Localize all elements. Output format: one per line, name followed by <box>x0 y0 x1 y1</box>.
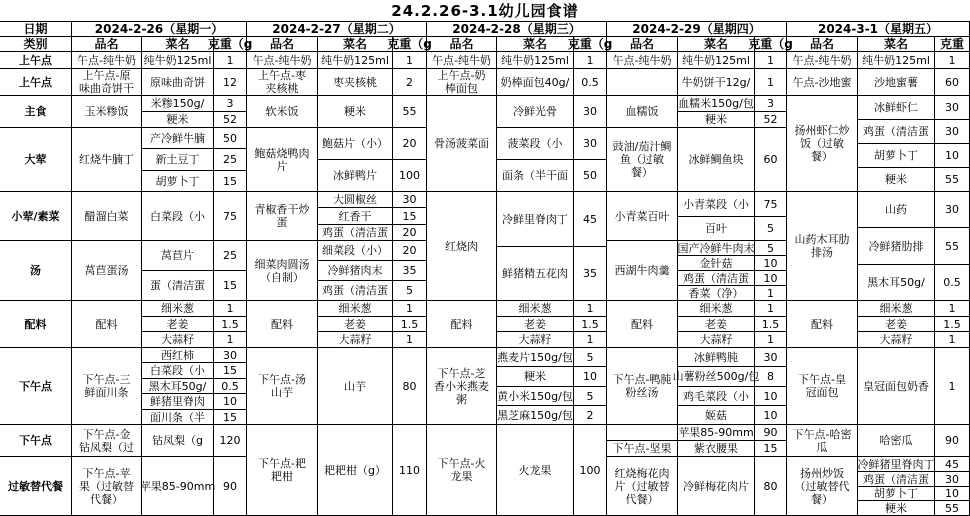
weight-mon-r8-0: 30 <box>213 347 247 363</box>
ingredient-tue-r7-0: 细米葱 <box>317 300 393 317</box>
ingredient-tue-r1-0: 纯牛奶125ml <box>317 51 393 69</box>
ingredient-thu-r6-2: 鸡蛋（清洁蛋 <box>677 270 755 286</box>
weight-tue-r5-0: 30 <box>392 191 427 208</box>
date-label: 日期 <box>0 21 72 37</box>
col-weight-wed: 克重（g <box>567 36 613 51</box>
weight-mon-r8-1: 15 <box>213 362 247 379</box>
category-r8: 下午点 <box>0 347 72 425</box>
ingredient-fri-r6-1: 冷鲜猪肋排 <box>857 227 935 265</box>
dish-mon-r4: 红烧牛腩丁 <box>71 127 142 192</box>
ingredient-wed-r2-0: 奶棒面包40g/ <box>496 68 574 96</box>
dish-mon-r6: 莴苣蛋汤 <box>71 240 142 301</box>
weight-thu-r9b: 15 <box>754 440 787 457</box>
weight-thu-r4-0: 60 <box>754 127 787 192</box>
weight-mon-r2-0: 12 <box>213 68 247 96</box>
ingredient-mon-r7-1: 老姜 <box>141 316 214 332</box>
category-r10: 过敏替代餐 <box>0 456 72 516</box>
weight-mon-r7-1: 1.5 <box>213 316 247 332</box>
ingredient-wed-r5-1: 鲜猪精五花肉 <box>496 246 574 301</box>
dish-mon-r7: 配料 <box>71 300 142 348</box>
category-r5: 小荤/素菜 <box>0 191 72 241</box>
dish-fri-r2: 午点-沙地蜜 <box>786 68 858 96</box>
ingredient-tue-r6-0: 细菜段（小） <box>317 240 393 261</box>
ingredient-thu-r7-1: 老姜 <box>677 316 755 332</box>
col-ingredient-fri: 菜名 <box>857 36 935 52</box>
weight-tue-r5-2: 20 <box>392 224 427 241</box>
weight-tue-r7-1: 1.5 <box>392 316 427 332</box>
weight-fri-r10-2: 10 <box>934 486 970 501</box>
ingredient-mon-r5-0: 白菜段（小 <box>141 191 214 241</box>
weight-mon-r10-0: 90 <box>213 456 247 516</box>
dish-fri-r1: 午点-纯牛奶 <box>786 51 858 69</box>
ingredient-wed-r7-1: 老姜 <box>496 316 574 332</box>
weight-fri-r2-0: 60 <box>934 68 970 96</box>
dish-fri-r7: 配料 <box>786 300 858 348</box>
col-weight-thu: 克重（g <box>748 36 793 51</box>
dish-thu-r9a <box>606 424 678 441</box>
weight-tue-r4-1: 100 <box>392 159 427 192</box>
weight-thu-r7-1: 1.5 <box>754 316 787 332</box>
dish-fri-r8: 下午点-皇 冠面包 <box>786 347 858 425</box>
weight-fri-r10-3: 55 <box>934 500 970 516</box>
dish-thu-r6: 西湖牛肉羹 <box>606 240 678 301</box>
ingredient-wed-r8-1: 粳米 <box>496 366 574 387</box>
ingredient-tue-r5-0: 大圆椒丝 <box>317 191 393 208</box>
ingredient-mon-r4-0: 产冷鲜牛腩 <box>141 127 214 149</box>
category-r1: 上午点 <box>0 51 72 69</box>
ingredient-mon-r7-2: 大蒜籽 <box>141 331 214 348</box>
weight-fri-r6-1: 55 <box>934 227 970 265</box>
ingredient-thu-r6-3: 香菜（净） <box>677 285 755 301</box>
col-weight-fri: 克重 <box>934 36 970 52</box>
dish-mon-r8: 下午点-三 鲜面川条 <box>71 347 142 425</box>
weight-wed-r1-0: 1 <box>573 51 607 69</box>
ingredient-thu-r6-1: 金针菇 <box>677 255 755 271</box>
ingredient-thu-r4-0: 冰鲜鲷鱼块 <box>677 127 755 192</box>
ingredient-fri-r4-1: 鸡蛋（清洁蛋 <box>857 119 935 144</box>
ingredient-thu-r8-0: 冰鲜鸭肫 <box>677 347 755 367</box>
ingredient-fri-r10-0: 冷鲜猪里脊肉丁 <box>857 457 935 471</box>
weight-wed-r7-1: 1.5 <box>573 316 607 332</box>
dish-fri-r9: 下午点-哈密瓜 <box>786 424 858 457</box>
weight-mon-r4-0: 50 <box>213 127 247 149</box>
date-header-thu: 2024-2-29（星期四） <box>606 21 787 37</box>
ingredient-mon-r8-1: 白菜段（小 <box>141 362 214 379</box>
dish-wed-r7: 配料 <box>426 300 497 348</box>
ingredient-tue-r2-0: 枣夹核桃 <box>317 68 393 96</box>
weight-fri-r1-0: 1 <box>934 51 970 69</box>
weight-tue-r6-0: 20 <box>392 240 427 261</box>
ingredient-thu-r3-1: 粳米 <box>677 111 755 128</box>
ingredient-fri-r9-0: 哈密瓜 <box>857 424 935 457</box>
ingredient-mon-r8-4: 面川条（半 <box>141 409 214 425</box>
dish-fri-r4: 扬州虾仁炒 饭（过敏 餐） <box>786 95 858 192</box>
weight-wed-r9-0: 100 <box>573 424 607 516</box>
weight-wed-r8-2: 5 <box>573 386 607 406</box>
ingredient-fri-r1-0: 纯牛奶125ml <box>857 51 935 69</box>
dish-tue-r2: 上午点-枣 夹核桃 <box>246 68 318 96</box>
weight-mon-r7-0: 1 <box>213 300 247 317</box>
weight-fri-r4-3: 55 <box>934 167 970 192</box>
ingredient-tue-r8-0: 山芋 <box>317 347 393 425</box>
dish-fri-r10: 扬州炒饭 （过敏替代 餐） <box>786 456 858 516</box>
col-dish-fri: 品名 <box>786 36 858 52</box>
ingredient-wed-r9-0: 火龙果 <box>496 424 574 516</box>
weight-tue-r8-0: 80 <box>392 347 427 425</box>
weight-fri-r9-0: 90 <box>934 424 970 457</box>
ingredient-wed-r8-0: 燕麦片150g/包 <box>496 347 574 367</box>
weight-thu-r6-0: 5 <box>754 240 787 256</box>
weight-wed-r8-0: 5 <box>573 347 607 367</box>
ingredient-fri-r10-3: 粳米 <box>857 500 935 516</box>
weight-fri-r8-0: 1 <box>934 347 970 425</box>
dish-tue-r8: 下午点-汤 山芋 <box>246 347 318 425</box>
ingredient-mon-r3-1: 粳米 <box>141 111 214 128</box>
weight-wed-r5-0: 45 <box>573 191 607 247</box>
dish-thu-r3: 血糯饭 <box>606 95 678 128</box>
ingredient-fri-r7-1: 老姜 <box>857 316 935 332</box>
ingredient-mon-r8-2: 黑木耳50g/ <box>141 378 214 394</box>
weight-mon-r9-0: 120 <box>213 424 247 457</box>
weight-fri-r7-1: 1.5 <box>934 316 970 332</box>
weight-mon-r7-2: 1 <box>213 331 247 348</box>
col-ingredient-mon: 菜名 <box>141 36 214 52</box>
dish-wed-r5: 红烧肉 <box>426 191 497 301</box>
ingredient-mon-r6-1: 蛋（清洁蛋 <box>141 270 214 301</box>
dish-mon-r10: 下午点-苹 果（过敏替 代餐） <box>71 456 142 516</box>
ingredient-mon-r8-3: 鲜猪里脊肉 <box>141 393 214 410</box>
ingredient-mon-r2-0: 原味曲奇饼 <box>141 68 214 96</box>
page-title: 24.2.26-3.1幼儿园食谱 <box>391 2 579 20</box>
dish-wed-r2: 上午点-奶 棒面包 <box>426 68 497 96</box>
col-dish-tue: 品名 <box>246 36 318 52</box>
ingredient-fri-r4-2: 胡萝卜丁 <box>857 143 935 168</box>
weight-fri-r6-0: 30 <box>934 191 970 228</box>
category-r2: 上午点 <box>0 68 72 96</box>
ingredient-thu-r8-3: 姬菇 <box>677 405 755 425</box>
ingredient-thu-r5-1: 百叶 <box>677 216 755 241</box>
ingredient-fri-r6-0: 山药 <box>857 191 935 228</box>
category-r6: 汤 <box>0 240 72 301</box>
ingredient-thu-r7-2: 大蒜籽 <box>677 331 755 348</box>
weight-mon-r6-1: 15 <box>213 270 247 301</box>
weight-tue-r2-0: 2 <box>392 68 427 96</box>
ingredient-mon-r4-1: 新土豆丁 <box>141 148 214 171</box>
dish-wed-r4: 骨汤菠菜面 <box>426 95 497 192</box>
weight-mon-r3-1: 52 <box>213 111 247 128</box>
dish-mon-r5: 醋溜白菜 <box>71 191 142 241</box>
weight-mon-r8-3: 10 <box>213 393 247 410</box>
ingredient-mon-r9-0: 钻凤梨（g <box>141 424 214 457</box>
ingredient-thu-r8-2: 鸡毛菜段（小 <box>677 386 755 406</box>
ingredient-fri-r10-1: 鸡蛋（清洁蛋 <box>857 471 935 487</box>
ingredient-mon-r3-0: 米糁150g/ <box>141 95 214 112</box>
dish-tue-r9: 下午点-耙 耙柑 <box>246 424 318 516</box>
ingredient-wed-r8-3: 黑芝麻150g/包 <box>496 405 574 425</box>
ingredient-thu-r3-0: 血糯米150g/包 <box>678 97 754 110</box>
weight-mon-r3-0: 3 <box>213 95 247 112</box>
weight-thu-r7-0: 1 <box>754 300 787 317</box>
ingredient-wed-r1-0: 纯牛奶125ml <box>496 51 574 69</box>
weight-tue-r7-0: 1 <box>392 300 427 317</box>
date-header-fri: 2024-3-1（星期五） <box>786 21 970 37</box>
ingredient-mon-r4-2: 胡萝卜丁 <box>141 170 214 192</box>
weight-thu-r7-2: 1 <box>754 331 787 348</box>
dish-mon-r3: 玉米糁饭 <box>71 95 142 128</box>
ingredient-tue-r4-0: 鲍菇片（小） <box>317 127 393 160</box>
ingredient-thu-r1-0: 纯牛奶125ml <box>677 51 755 69</box>
dish-tue-r3: 软米饭 <box>246 95 318 128</box>
ingredient-thu-r2-0: 牛奶饼干12g/ <box>677 68 755 96</box>
weight-fri-r10-0: 45 <box>934 456 970 472</box>
weight-thu-r3-1: 52 <box>754 111 787 128</box>
weight-tue-r7-2: 1 <box>392 331 427 348</box>
ingredient-thu-r9a: 苹果85-90mm <box>678 426 754 439</box>
weight-mon-r4-1: 25 <box>213 148 247 171</box>
col-ingredient-wed: 菜名 <box>496 36 574 52</box>
col-ingredient-tue: 菜名 <box>317 36 393 52</box>
col-weight-tue: 克重（g <box>387 36 432 51</box>
ingredient-tue-r9-0: 耙耙柑（g） <box>317 424 393 516</box>
ingredient-thu-r10-0: 冷鲜梅花肉片 <box>677 456 755 516</box>
dish-thu-r7: 配料 <box>606 300 678 348</box>
weight-fri-r4-0: 30 <box>934 95 970 120</box>
col-dish-thu: 品名 <box>606 36 678 52</box>
category-r4: 大荤 <box>0 127 72 192</box>
weight-wed-r8-3: 2 <box>573 405 607 425</box>
weight-mon-r4-2: 15 <box>213 170 247 192</box>
weight-thu-r8-1: 8 <box>754 366 787 387</box>
col-weight-mon: 克重（g <box>207 36 253 51</box>
weight-wed-r5-1: 35 <box>573 246 607 301</box>
dish-thu-r2 <box>606 68 678 96</box>
weight-thu-r8-2: 10 <box>754 386 787 406</box>
col-dish-mon: 品名 <box>71 36 142 52</box>
ingredient-tue-r6-2: 鸡蛋（清洁蛋 <box>317 280 393 301</box>
weight-fri-r4-1: 30 <box>934 119 970 144</box>
weight-mon-r8-2: 0.5 <box>213 378 247 394</box>
ingredient-mon-r10-0: 苹果85-90mm <box>141 456 214 516</box>
weight-wed-r4-2: 50 <box>573 159 607 192</box>
ingredient-fri-r8-0: 皇冠面包奶香 <box>857 347 935 425</box>
dish-thu-r1: 午点-纯牛奶 <box>606 51 678 69</box>
weight-mon-r6-0: 25 <box>213 240 247 271</box>
dish-thu-r10: 红烧梅花肉 片（过敏替 代餐） <box>606 456 678 516</box>
weight-tue-r9-0: 110 <box>392 424 427 516</box>
dish-wed-r1: 午点-纯牛奶 <box>426 51 497 69</box>
weight-thu-r8-0: 30 <box>754 347 787 367</box>
weight-mon-r1-0: 1 <box>213 51 247 69</box>
dish-wed-r9: 下午点-火 龙果 <box>426 424 497 516</box>
weight-fri-r7-2: 1 <box>934 331 970 348</box>
dish-mon-r9: 下午点-金 钻凤梨（过 <box>71 424 142 457</box>
dish-thu-r4: 豉油/茄汁鲷 鱼（过敏 餐） <box>606 127 678 192</box>
ingredient-wed-r7-0: 细米葱 <box>496 300 574 317</box>
category-r7: 配料 <box>0 300 72 348</box>
date-header-wed: 2024-2-28（星期三） <box>426 21 607 37</box>
ingredient-wed-r7-2: 大蒜籽 <box>496 331 574 348</box>
ingredient-tue-r5-2: 鸡蛋（清洁蛋 <box>317 224 393 241</box>
weight-fri-r6-2: 0.5 <box>934 264 970 301</box>
weight-thu-r6-2: 10 <box>754 270 787 286</box>
col-ingredient-thu: 菜名 <box>677 36 755 52</box>
dish-mon-r2: 上午点-原 味曲奇饼干 <box>71 68 142 96</box>
dish-thu-r9b: 下午点-坚果 <box>606 440 678 457</box>
weight-tue-r6-1: 35 <box>392 260 427 281</box>
ingredient-fri-r7-0: 细米葱 <box>857 300 935 317</box>
date-header-tue: 2024-2-27（星期二） <box>246 21 427 37</box>
weight-thu-r6-1: 10 <box>754 255 787 271</box>
ingredient-wed-r4-2: 面条（半干面 <box>496 159 574 192</box>
dish-tue-r4: 鲍菇烧鸭肉 片 <box>246 127 318 192</box>
ingredient-thu-r6-0: 国产冷鲜牛肉末 <box>677 241 755 255</box>
ingredient-thu-r7-0: 细米葱 <box>677 300 755 317</box>
ingredient-mon-r7-0: 细米葱 <box>141 300 214 317</box>
weight-fri-r7-0: 1 <box>934 300 970 317</box>
weight-tue-r3-0: 55 <box>392 95 427 128</box>
ingredient-mon-r6-0: 莴苣片 <box>141 240 214 271</box>
weight-tue-r6-2: 5 <box>392 280 427 301</box>
dish-thu-r5: 小青菜百叶 <box>606 191 678 241</box>
weight-wed-r4-0: 30 <box>573 95 607 128</box>
dish-tue-r1: 午点-纯牛奶 <box>246 51 318 69</box>
category-label: 类别 <box>0 36 72 52</box>
date-header-mon: 2024-2-26（星期一） <box>71 21 247 37</box>
category-r9: 下午点 <box>0 424 72 457</box>
weight-mon-r8-4: 15 <box>213 409 247 425</box>
ingredient-tue-r7-1: 老姜 <box>317 316 393 332</box>
ingredient-thu-r9b: 紫衣腰果 <box>677 440 755 457</box>
ingredient-wed-r4-1: 菠菜段（小 <box>496 127 574 160</box>
weight-wed-r4-1: 30 <box>573 127 607 160</box>
weight-thu-r8-3: 10 <box>754 405 787 425</box>
ingredient-wed-r4-0: 冷鲜光骨 <box>496 95 574 128</box>
category-r3: 主食 <box>0 95 72 128</box>
weight-tue-r4-0: 20 <box>392 127 427 160</box>
weight-thu-r1-0: 1 <box>754 51 787 69</box>
dish-wed-r8: 下午点-芝 香小米燕麦 粥 <box>426 347 497 425</box>
dish-fri-r6: 山药木耳肋 排汤 <box>786 191 858 301</box>
weight-thu-r6-3: 1 <box>754 285 787 301</box>
weight-fri-r4-2: 10 <box>934 143 970 168</box>
weight-wed-r2-0: 0.5 <box>573 68 607 96</box>
ingredient-fri-r6-2: 黑木耳50g/ <box>857 264 935 301</box>
ingredient-thu-r8-1: 山薯粉丝500g/包 <box>677 366 755 387</box>
ingredient-fri-r4-0: 冰鲜虾仁 <box>857 95 935 120</box>
weight-wed-r7-0: 1 <box>573 300 607 317</box>
ingredient-tue-r3-0: 粳米 <box>317 95 393 128</box>
dish-mon-r1: 午点-纯牛奶 <box>71 51 142 69</box>
dish-tue-r6: 细菜肉圆汤 （自制） <box>246 240 318 301</box>
weight-thu-r3-0: 3 <box>754 95 787 112</box>
weight-wed-r8-1: 10 <box>573 366 607 387</box>
ingredient-tue-r5-1: 红香干 <box>317 207 393 225</box>
ingredient-tue-r7-2: 大蒜籽 <box>317 331 393 348</box>
weight-tue-r1-0: 1 <box>392 51 427 69</box>
weight-thu-r5-1: 5 <box>754 216 787 241</box>
ingredient-fri-r7-2: 大蒜籽 <box>857 331 935 348</box>
dish-tue-r5: 青椒香干炒 蛋 <box>246 191 318 241</box>
ingredient-mon-r1-0: 纯牛奶125ml <box>141 51 214 69</box>
weight-fri-r10-1: 30 <box>934 471 970 487</box>
ingredient-wed-r5-0: 冷鲜里脊肉丁 <box>496 191 574 247</box>
ingredient-thu-r5-0: 小青菜段（小 <box>677 191 755 217</box>
weight-thu-r2-0: 1 <box>754 68 787 96</box>
ingredient-tue-r4-1: 冰鲜鸭片 <box>317 159 393 192</box>
weight-tue-r5-1: 15 <box>392 207 427 225</box>
dish-thu-r8: 下午点-鸭肫 粉丝汤 <box>606 347 678 425</box>
weight-thu-r9a: 90 <box>754 424 787 441</box>
ingredient-mon-r8-0: 西红柿 <box>141 347 214 363</box>
ingredient-tue-r6-1: 冷鲜猪肉末 <box>317 260 393 281</box>
dish-tue-r7: 配料 <box>246 300 318 348</box>
ingredient-fri-r10-2: 胡萝卜丁 <box>857 486 935 501</box>
ingredient-fri-r4-3: 粳米 <box>857 167 935 192</box>
weight-thu-r10-0: 80 <box>754 456 787 516</box>
ingredient-fri-r2-0: 沙地蜜薯 <box>857 68 935 96</box>
ingredient-wed-r8-2: 黄小米150g/包 <box>496 386 574 406</box>
weight-wed-r7-2: 1 <box>573 331 607 348</box>
col-dish-wed: 品名 <box>426 36 497 52</box>
weight-mon-r5-0: 75 <box>213 191 247 241</box>
weight-thu-r5-0: 75 <box>754 191 787 217</box>
